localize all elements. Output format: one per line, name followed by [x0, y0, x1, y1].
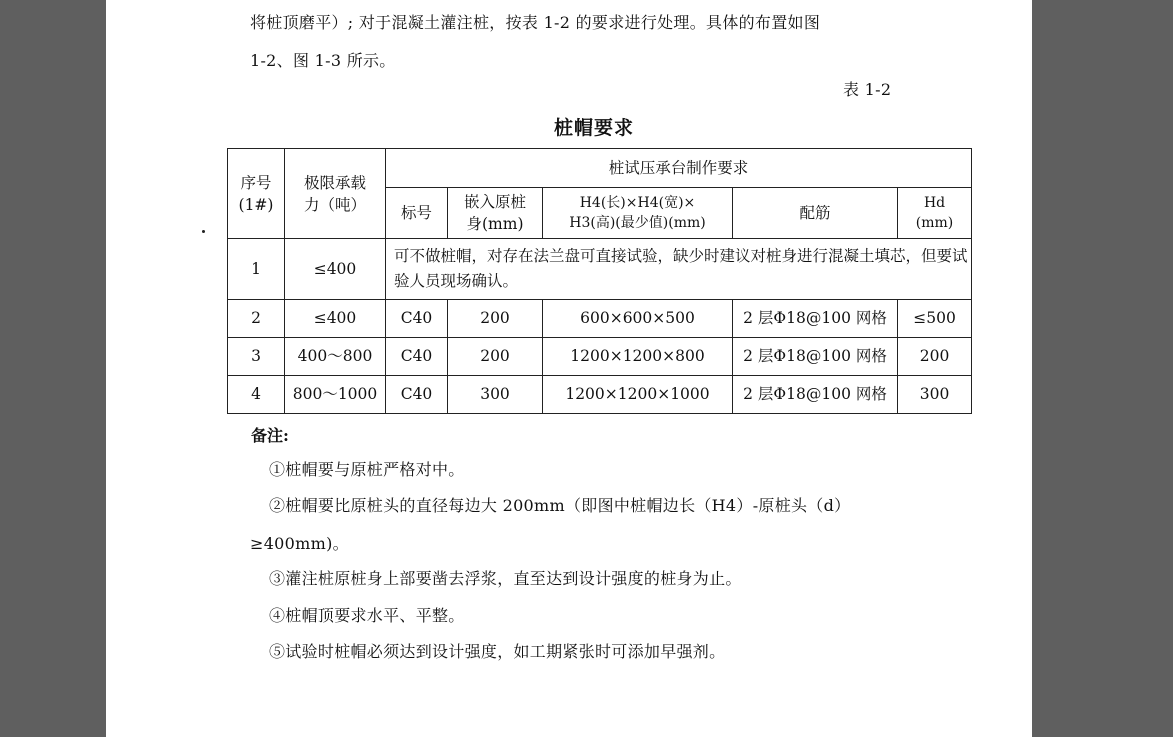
header-hd [898, 188, 972, 239]
cell-capacity: ≤400 [285, 299, 386, 337]
cell-embed: 200 [448, 299, 543, 337]
cell-seq: 1 [228, 239, 285, 299]
header-hd-line2: (mm) [915, 215, 954, 232]
table-row [228, 375, 972, 413]
header-group: 桩试压承台制作要求 [386, 149, 972, 188]
stray-dot [202, 230, 205, 233]
cell-capacity: 800～1000 [285, 375, 386, 413]
cell-hd: ≤500 [898, 299, 972, 337]
cell-note: 可不做桩帽，对存在法兰盘可直接试验，缺少时建议对桩身进行混凝土填芯，但要试验人员现场确认。 [386, 239, 972, 299]
header-dims-line1: H4(长)×H4(宽)× [579, 195, 696, 212]
note-4: ④桩帽顶要求水平、平整。 [269, 606, 465, 625]
cell-seq: 4 [228, 375, 285, 413]
header-capacity-line2: 力（吨） [303, 195, 366, 214]
pile-cap-requirements-table [227, 148, 972, 414]
note-3: ③灌注桩原桩身上部要凿去浮浆，直至达到设计强度的桩身为止。 [269, 569, 742, 588]
document-page [106, 0, 1032, 737]
header-seq-line1: 序号 [240, 173, 272, 192]
cell-dims: 1200×1200×1000 [543, 375, 733, 413]
cell-rebar: 2 层Φ18@100 网格 [733, 299, 898, 337]
note-1: ①桩帽要与原桩严格对中。 [269, 460, 465, 479]
header-embed [448, 188, 543, 239]
header-hd-line1: Hd [923, 195, 946, 212]
cell-hd: 300 [898, 375, 972, 413]
header-seq [228, 149, 285, 239]
notes-title: 备注: [251, 426, 289, 445]
table-row [228, 239, 972, 299]
table-row [228, 299, 972, 337]
cell-seq: 3 [228, 337, 285, 375]
cell-grade: C40 [386, 337, 448, 375]
cell-hd: 200 [898, 337, 972, 375]
header-seq-line2: (1#) [238, 195, 274, 214]
header-embed-line1: 嵌入原桩 [463, 193, 526, 212]
header-capacity [285, 149, 386, 239]
header-capacity-line1: 极限承载 [303, 173, 366, 192]
header-dims [543, 188, 733, 239]
cell-capacity: ≤400 [285, 239, 386, 299]
intro-line-1: 将桩顶磨平）; 对于混凝土灌注桩，按表 1-2 的要求进行处理。具体的布置如图 [250, 13, 821, 32]
note-2: ②桩帽要比原桩头的直径每边大 200mm（即图中桩帽边长（H4）-原桩头（d） [269, 496, 851, 515]
cell-dims: 600×600×500 [543, 299, 733, 337]
cell-embed: 200 [448, 337, 543, 375]
intro-line-2: 1-2、图 1-3 所示。 [250, 51, 396, 70]
header-dims-line2: H3(高)(最少值)(mm) [569, 215, 706, 232]
cell-grade: C40 [386, 375, 448, 413]
note-5: ⑤试验时桩帽必须达到设计强度，如工期紧张时可添加早强剂。 [269, 642, 726, 661]
cell-grade: C40 [386, 299, 448, 337]
header-rebar: 配筋 [733, 188, 898, 239]
table-row [228, 337, 972, 375]
cell-rebar: 2 层Φ18@100 网格 [733, 337, 898, 375]
table-label: 表 1-2 [843, 80, 892, 99]
table-title: 桩帽要求 [554, 117, 635, 139]
note-2-continued: ≥400mm)。 [250, 534, 349, 553]
cell-capacity: 400～800 [285, 337, 386, 375]
cell-embed: 300 [448, 375, 543, 413]
header-embed-line2: 身(mm) [466, 215, 524, 234]
header-grade: 标号 [386, 188, 448, 239]
cell-seq: 2 [228, 299, 285, 337]
cell-rebar: 2 层Φ18@100 网格 [733, 375, 898, 413]
cell-dims: 1200×1200×800 [543, 337, 733, 375]
